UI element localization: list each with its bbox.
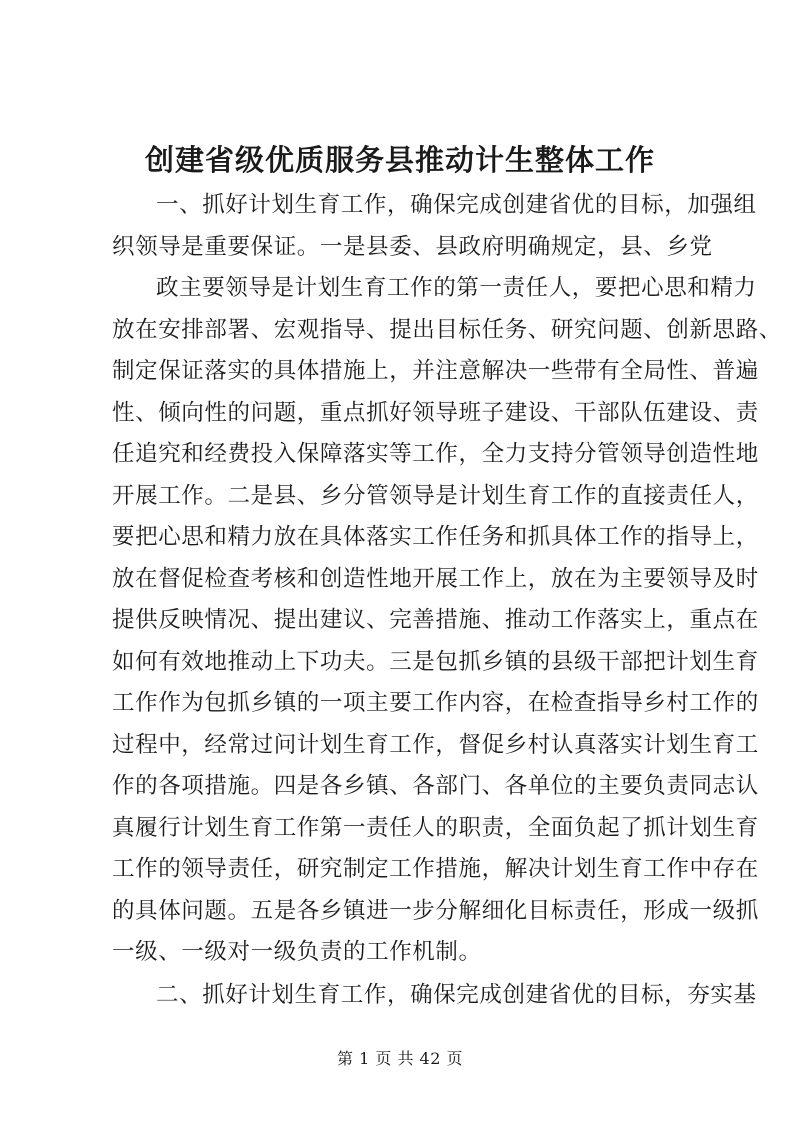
body-line: 性、倾向性的问题，重点抓好领导班子建设、干部队伍建设、责 [112,400,759,426]
body-line: 工作作为包抓乡镇的一项主要工作内容，在检查指导乡村工作的 [112,690,759,716]
body-line: 过程中，经常过问计划生育工作，督促乡村认真落实计划生育工 [112,732,759,758]
body-line: 开展工作。二是县、乡分管领导是计划生育工作的直接责任人， [112,483,759,509]
body-line: 作的各项措施。四是各乡镇、各部门、各单位的主要负责同志认 [112,773,759,799]
body-line: 要把心思和精力放在具体落实工作任务和抓具体工作的指导上， [112,524,759,550]
page-number: 第 1 页 共 42 页 [337,1049,463,1068]
body-line: 提供反映情况、提出建议、完善措施、推动工作落实上，重点在 [112,607,759,633]
document-title: 创建省级优质服务县推动计生整体工作 [144,143,655,177]
body-line: 任追究和经费投入保障落实等工作，全力支持分管领导创造性地 [112,441,759,467]
body-line: 如何有效地推动上下功夫。三是包抓乡镇的县级干部把计划生育 [112,649,759,675]
body-line: 一级、一级对一级负责的工作机制。 [112,939,482,965]
body-line: 工作的领导责任，研究制定工作措施，解决计划生育工作中存在 [112,856,759,882]
body-line: 二、抓好计划生育工作，确保完成创建省优的目标，夯实基 [156,982,757,1008]
body-line: 的具体问题。五是各乡镇进一步分解细化目标责任，形成一级抓 [112,898,759,924]
body-line: 真履行计划生育工作第一责任人的职责，全面负起了抓计划生育 [112,815,759,841]
body-line: 放在安排部署、宏观指导、提出目标任务、研究问题、创新思路、 [112,317,782,343]
body-line: 政主要领导是计划生育工作的第一责任人，要把心思和精力 [156,275,757,301]
body-line: 织领导是重要保证。一是县委、县政府明确规定，县、乡党 [112,234,713,260]
body-line: 放在督促检查考核和创造性地开展工作上，放在为主要领导及时 [112,566,759,592]
body-line: 制定保证落实的具体措施上，并注意解决一些带有全局性、普遍 [112,358,759,384]
body-line: 一、抓好计划生育工作，确保完成创建省优的目标，加强组 [156,192,757,218]
